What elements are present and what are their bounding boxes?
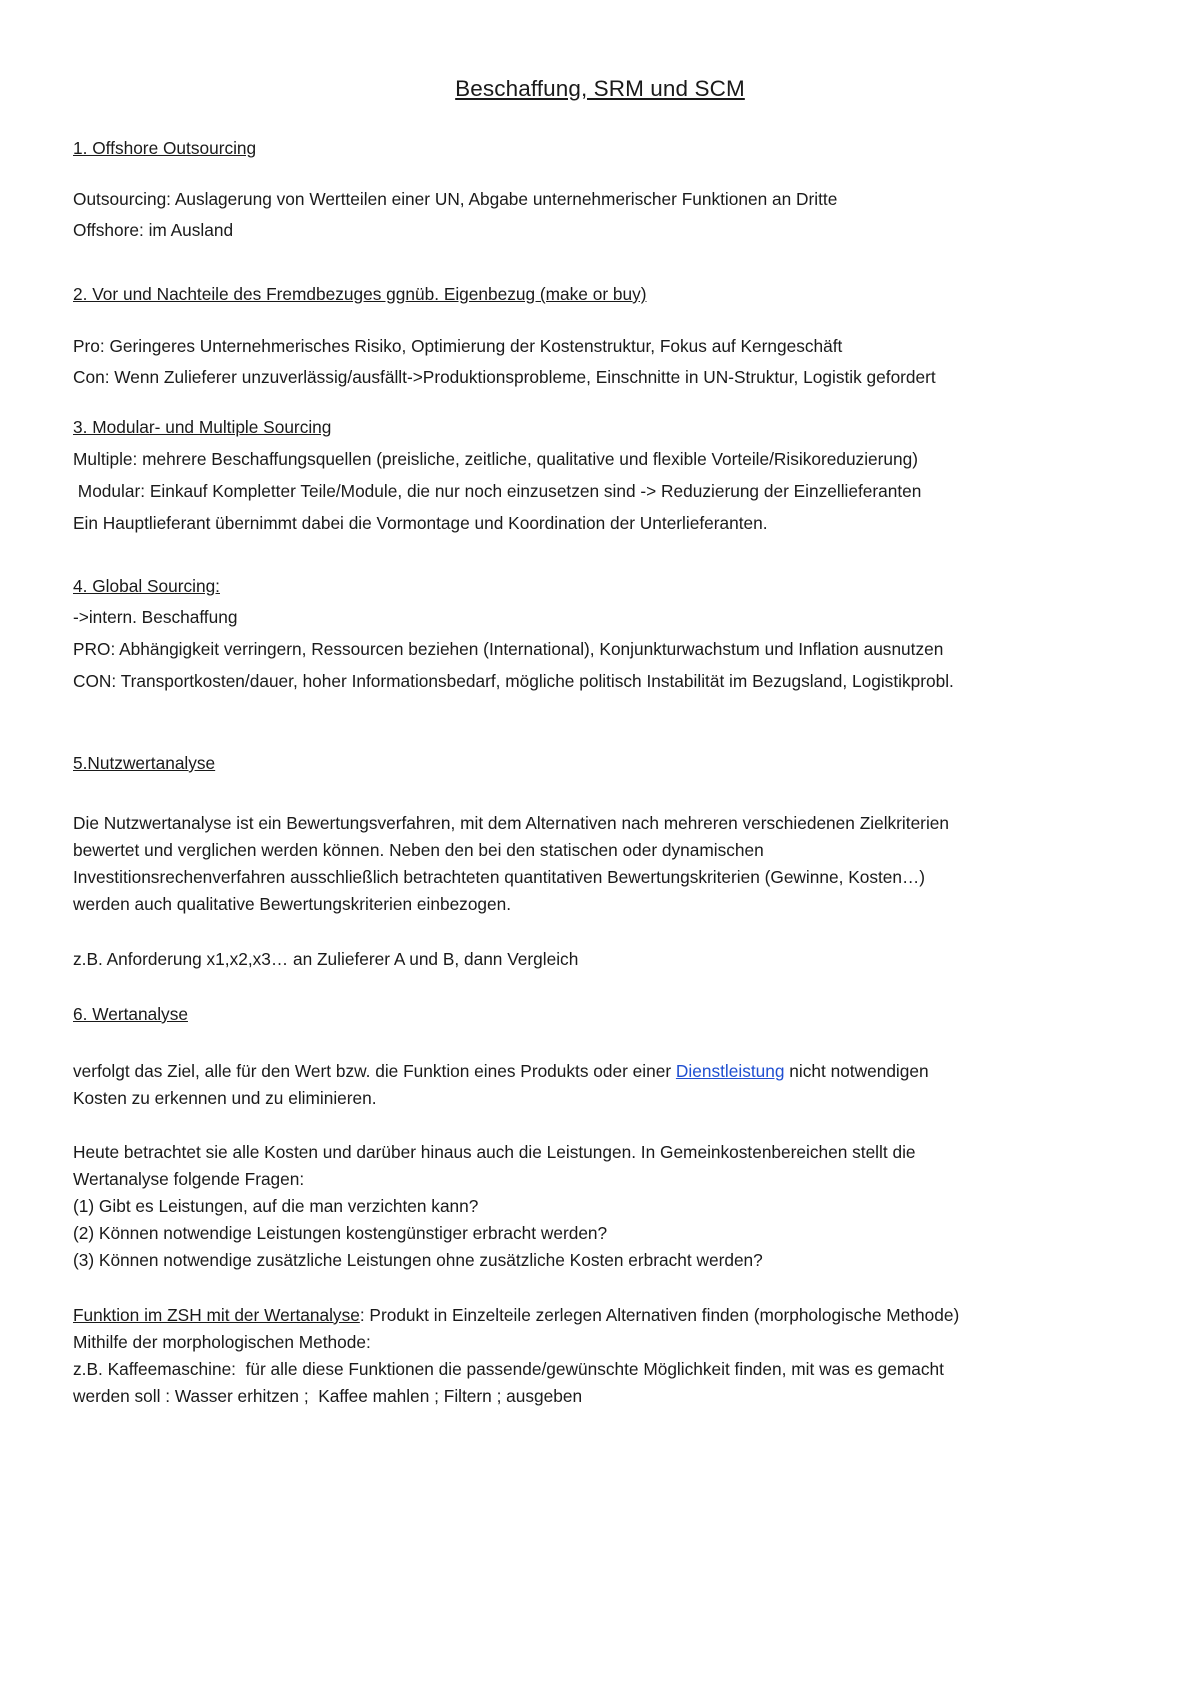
question-line: (3) Können notwendige zusätzliche Leistungen ohne zusätzliche Kosten erbracht werden? [73, 1250, 763, 1270]
text-line: Con: Wenn Zulieferer unzuverlässig/ausfällt->Produktionsprobleme, Einschnitte in UN-Struktur, Logistik gefordert [73, 367, 936, 387]
function-label: Funktion im ZSH mit der Wertanalyse [73, 1305, 360, 1325]
text-line: werden auch qualitative Bewertungskriterien einbezogen. [73, 894, 512, 914]
section-heading-global-sourcing: 4. Global Sourcing: [73, 576, 220, 596]
text-segment: nicht notwendigen [784, 1061, 929, 1081]
section-heading-modular-multiple-sourcing: 3. Modular- und Multiple Sourcing [73, 417, 332, 437]
text-line: PRO: Abhängigkeit verringern, Ressourcen beziehen (International), Konjunkturwachstum und Inflation ausnutzen [73, 639, 944, 659]
text-line: Offshore: im Ausland [73, 220, 234, 240]
text-line: Ein Hauptlieferant übernimmt dabei die Vormontage und Koordination der Unterlieferanten. [73, 513, 768, 533]
text-line: Modular: Einkauf Kompletter Teile/Module, die nur noch einzusetzen sind -> Reduzierung der Einzellieferanten [73, 481, 922, 501]
page-title: Beschaffung, SRM und SCM [455, 76, 745, 101]
text-line [73, 1304, 959, 1326]
dienstleistung-link[interactable]: Dienstleistung [675, 1061, 785, 1081]
text-line: Pro: Geringeres Unternehmerisches Risiko, Optimierung der Kostenstruktur, Fokus auf Kerngeschäft [73, 336, 843, 356]
section-heading-make-or-buy: 2. Vor und Nachteile des Fremdbezuges ggnüb. Eigenbezug (make or buy) [73, 284, 647, 304]
text-line: Die Nutzwertanalyse ist ein Bewertungsverfahren, mit dem Alternativen nach mehreren verschiedenen Zielkriterien [73, 813, 950, 833]
text-line: Heute betrachtet sie alle Kosten und darüber hinaus auch die Leistungen. In Gemeinkostenbereichen stellt die [73, 1142, 916, 1162]
text-line [73, 1060, 929, 1082]
text-line: CON: Transportkosten/dauer, hoher Informationsbedarf, mögliche politisch Instabilität im Bezugsland, Logistikprobl. [73, 671, 954, 691]
question-line: (1) Gibt es Leistungen, auf die man verzichten kann? [73, 1196, 479, 1216]
question-line: (2) Können notwendige Leistungen kostengünstiger erbracht werden? [73, 1223, 608, 1243]
text-line: bewertet und verglichen werden können. Neben den bei den statischen oder dynamischen [73, 840, 764, 860]
section-heading-offshore-outsourcing: 1. Offshore Outsourcing [73, 138, 257, 158]
text-line: z.B. Anforderung x1,x2,x3… an Zulieferer A und B, dann Vergleich [73, 949, 579, 969]
text-line: werden soll : Wasser erhitzen ; Kaffee mahlen ; Filtern ; ausgeben [73, 1386, 583, 1406]
text-line: Mithilfe der morphologischen Methode: [73, 1332, 371, 1352]
text-line: Outsourcing: Auslagerung von Wertteilen einer UN, Abgabe unternehmerischer Funktionen an Dritte [73, 189, 838, 209]
text-line: ->intern. Beschaffung [73, 607, 238, 627]
text-line: z.B. Kaffeemaschine: für alle diese Funktionen die passende/gewünschte Möglichkeit finden, mit was es gemacht [73, 1359, 944, 1379]
section-heading-nutzwertanalyse: 5.Nutzwertanalyse [73, 753, 216, 773]
text-line: Wertanalyse folgende Fragen: [73, 1169, 305, 1189]
section-heading-wertanalyse: 6. Wertanalyse [73, 1004, 188, 1024]
text-line: Multiple: mehrere Beschaffungsquellen (preisliche, zeitliche, qualitative und flexible Vorteile/Risikoreduzierung) [73, 449, 918, 469]
text-segment: : Produkt in Einzelteile zerlegen Alternativen finden (morphologische Methode) [359, 1305, 960, 1325]
text-line: Kosten zu erkennen und zu eliminieren. [73, 1088, 377, 1108]
text-segment: verfolgt das Ziel, alle für den Wert bzw. die Funktion eines Produkts oder einer [73, 1061, 676, 1081]
text-line: Investitionsrechenverfahren ausschließlich betrachteten quantitativen Bewertungskriterien (Gewinne, Kosten…) [73, 867, 926, 887]
